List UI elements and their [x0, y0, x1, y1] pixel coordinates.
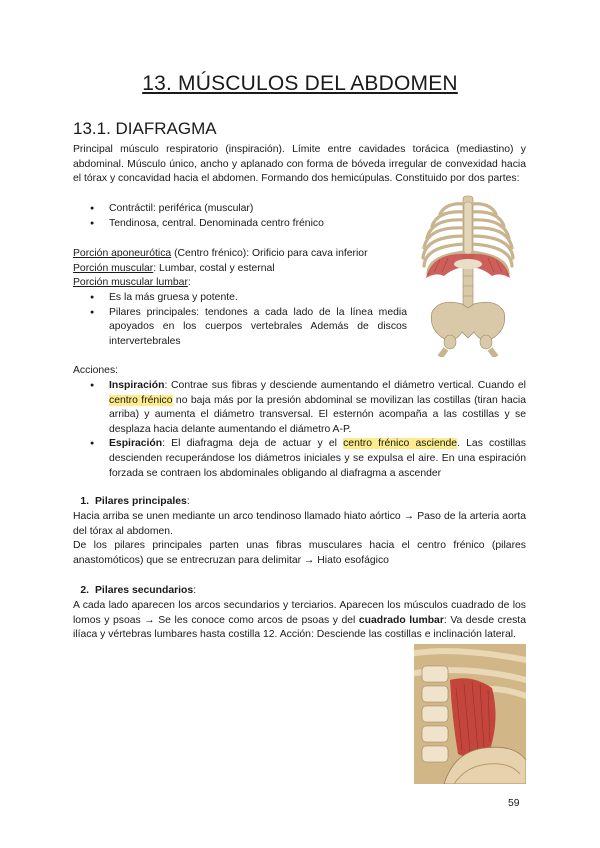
section-heading: 13.1. DIAFRAGMA [73, 119, 217, 138]
list-item: ● Pilares principales: tendones a cada lado de la línea media apoyados en los cuerpos vertebrales Además de discos intervertebrales [73, 306, 407, 350]
page-number: 59 [508, 798, 520, 809]
heading-text: Pilares secundarios [95, 585, 194, 596]
acciones-list [73, 379, 526, 481]
heading-number: 1. [80, 496, 89, 507]
pilares-principales-p1: Hacia arriba se unen mediante un arco tendinoso llamado hiato aórtico → Paso de la arteria aorta del tórax al abdomen. [73, 511, 526, 537]
pilares-principales-p2: De los pilares principales parten unas fibras musculares hacia el centro frénico (pilares anastomóticos) que se entrecruzan para delimitar → Hiato esofágico [73, 540, 526, 566]
list-item: ● Es la más gruesa y potente. [73, 291, 407, 306]
portion-lumbar [73, 276, 413, 291]
highlight-centro-frenico: centro frénico [109, 394, 173, 406]
portion-text: : Lumbar, costal y esternal [153, 262, 275, 274]
portions-block [73, 247, 413, 291]
heading-colon: : [186, 496, 190, 507]
espiracion-text-2: . Las costillas descienden recuperándose los diámetros iniciales y se expulsa el aire. En una espiración forzada se contraen los abdominales obligando al diafragma a ascender [109, 438, 527, 479]
page-title: 13. MÚSCULOS DEL ABDOMEN [142, 72, 458, 95]
espiracion-label: Espiración [109, 438, 163, 450]
heading-colon: : [193, 585, 197, 596]
portion-label: Porción muscular lumbar [73, 277, 188, 289]
portion-aponeurotica [73, 247, 413, 262]
espiracion-text: : El diafragma deja de actuar y el [162, 438, 344, 450]
inspiracion-text: : Contrae sus fibras y desciende aumentando el diámetro vertical. Cuando el [164, 380, 526, 391]
portion-text: : [187, 277, 191, 289]
paragraph-text-2: : Va desde cresta ilíaca y vértebras lumbares hasta costilla 12. Acción: Desciende las costillas e inclinación lateral. [73, 614, 526, 641]
lumbar-list [73, 291, 407, 349]
highlight-centro-frenico-asciende: centro frénico asciende [343, 438, 458, 450]
pilares-secundarios-heading [67, 584, 196, 599]
heading-text: Pilares principales [95, 496, 187, 507]
portion-label: Porción muscular [73, 262, 154, 274]
paragraph-text: A cada lado aparecen los arcos secundarios y terciarios. Aparecen los músculos cuadrado de los lomos y psoas → Se les conoce como arcos de psoas y del [73, 600, 526, 626]
parts-list [73, 202, 413, 231]
inspiracion-label: Inspiración [109, 380, 165, 391]
intro-paragraph: Principal músculo respiratorio (inspiración). Límite entre cavidades torácica (mediastino) y abdominal. Músculo único, ancho y aplanado con forma de bóveda irregular de convexidad hacia el tórax y concavidad hacia el abdomen. Formando dos hemicúpulas. Constituido por dos partes: [73, 144, 526, 185]
pilares-principales-heading [67, 495, 190, 510]
list-item-inspiracion [73, 379, 526, 437]
heading-number: 2. [80, 585, 89, 596]
acciones-label: Acciones: [73, 365, 119, 376]
diaphragm-illustration [410, 192, 526, 357]
cuadrado-lumbar-illustration [414, 644, 526, 784]
list-item: ● Tendinosa, central. Denominada centro frénico [73, 217, 413, 232]
inspiracion-text-2: no baja más por la presión abdominal se movilizan las costillas (tiran hacia arriba) y aumenta el diámetro transversal. El esternón acompaña a las costillas y se desplaza hacia delante aumentando el diámetro A-P. [109, 394, 527, 435]
portion-label: Porción aponeurótica [73, 248, 172, 259]
list-item-espiracion [73, 437, 526, 481]
cuadrado-lumbar-term: cuadrado lumbar [358, 614, 444, 626]
portion-muscular [73, 262, 413, 277]
pilares-secundarios-paragraph [73, 599, 526, 643]
portion-text: (Centro frénico): Orificio para cava inferior [171, 248, 368, 259]
list-item: ● Contráctil: periférica (muscular) [73, 202, 413, 217]
